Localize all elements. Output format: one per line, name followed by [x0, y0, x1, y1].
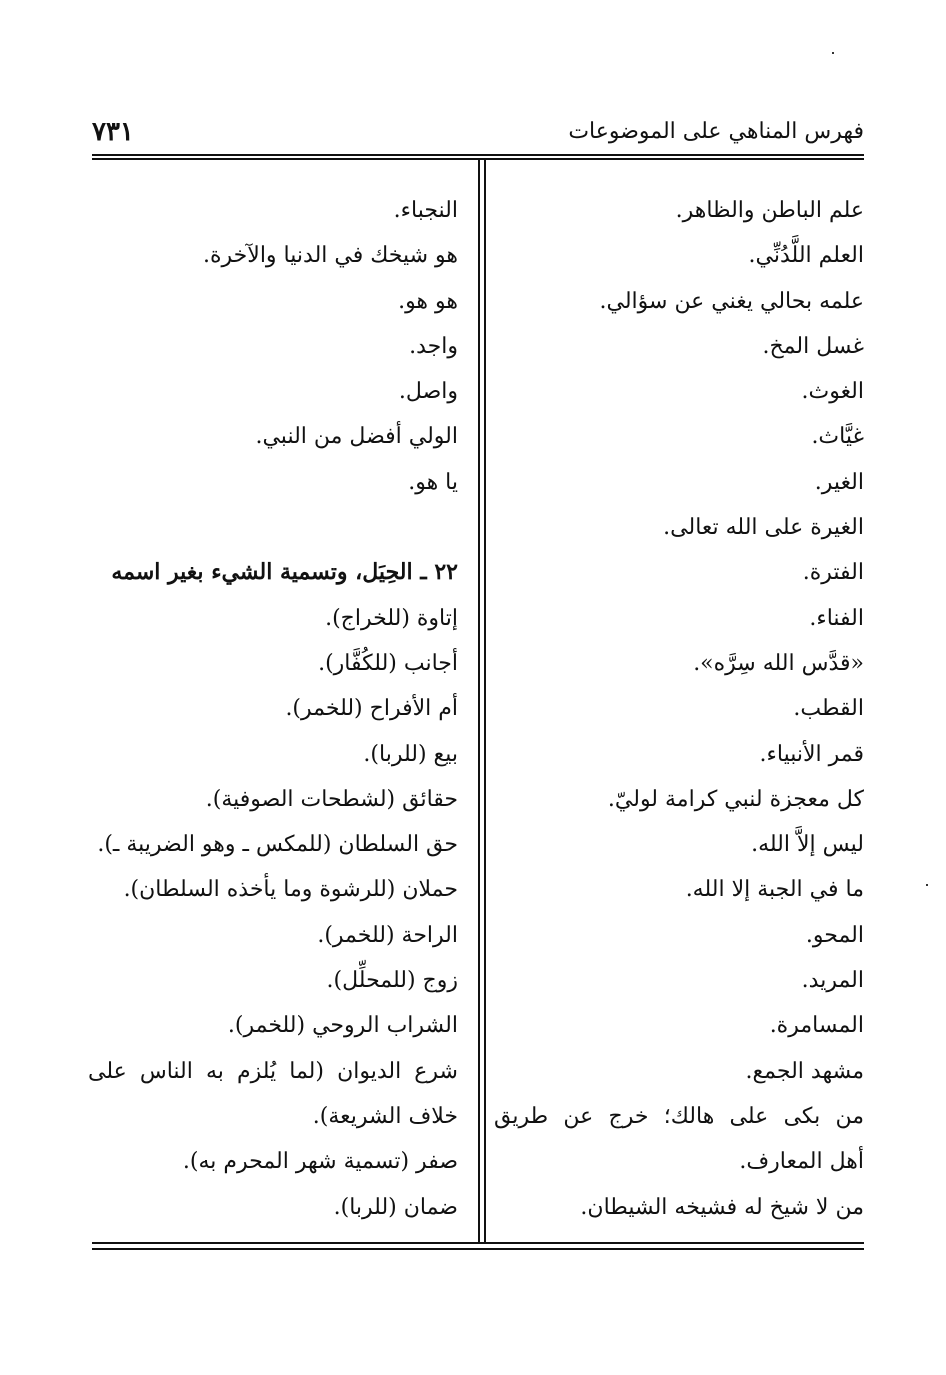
index-entry: العلم اللَّدُنِّي.: [748, 243, 864, 269]
index-entry: المريد.: [801, 968, 864, 994]
index-entry: هو هو.: [398, 288, 458, 314]
index-entry: الفناء.: [809, 605, 864, 631]
footer-rule-lower: [92, 1248, 864, 1250]
index-entry: الغيرة على الله تعالى.: [663, 515, 864, 541]
section-heading: ٢٢ ـ الحِيَل، وتسمية الشيء بغير اسمه: [111, 559, 458, 586]
running-title: فهرس المناهي على الموضوعات: [568, 119, 864, 144]
index-entry: إتاوة (للخراج).: [325, 605, 458, 631]
index-entry: أم الأفراح (للخمر).: [285, 696, 458, 722]
index-entry: ضمان (للربا).: [333, 1194, 458, 1220]
index-entry: حملان (للرشوة وما يأخذه السلطان).: [123, 877, 458, 903]
index-entry: علمه بحالي يغني عن سؤالي.: [599, 288, 864, 314]
index-entry: ما في الجبة إلا الله.: [685, 877, 864, 903]
index-entry: واجد.: [409, 333, 458, 359]
index-entry: حقائق (لشطحات الصوفية).: [205, 786, 458, 812]
column-divider-right: [484, 160, 486, 1242]
index-entry: شرع الديوان (لما يُلزم به الناس على: [88, 1058, 458, 1084]
left-column: [88, 188, 458, 1230]
index-entry: بيع (للربا).: [363, 741, 458, 767]
scan-speck: [832, 52, 834, 54]
index-entry: الغوث.: [801, 379, 864, 405]
header-rule-upper: [92, 154, 864, 156]
page-number: ٧٣١: [92, 117, 134, 147]
index-entry: الولي أفضل من النبي.: [255, 424, 458, 450]
index-entry: من بكى على هالك؛ خرج عن طريق: [494, 1103, 864, 1129]
index-entry: صفر (تسمية شهر المحرم به).: [182, 1149, 458, 1175]
index-entry: الفترة.: [802, 560, 864, 586]
index-entry: الغير.: [814, 469, 864, 495]
index-entry: المحو.: [805, 922, 864, 948]
index-entry: ليس إلاَّ الله.: [751, 832, 864, 858]
index-entry: علم الباطن والظاهر.: [675, 198, 864, 223]
index-entry: مشهد الجمع.: [745, 1058, 864, 1084]
index-entry: قمر الأنبياء.: [759, 741, 864, 767]
index-entry: واصل.: [398, 379, 458, 405]
index-entry: غسل المخ.: [762, 333, 864, 359]
column-divider-left: [478, 160, 480, 1242]
index-entry: خلاف الشريعة).: [312, 1103, 458, 1129]
index-entry: الراحة (للخمر).: [317, 922, 458, 948]
index-entry: النجباء.: [393, 198, 458, 223]
index-entry: «قدَّس الله سِرَّه».: [693, 650, 864, 676]
index-entry: حق السلطان (للمكس ـ وهو الضريبة ـ).: [97, 832, 458, 858]
index-entry: أجانب (للكُفَّار).: [318, 650, 458, 676]
index-entry: من لا شيخ له فشيخه الشيطان.: [580, 1194, 864, 1220]
index-entry: القطب.: [793, 696, 864, 722]
index-entry: هو شيخك في الدنيا والآخرة.: [203, 243, 458, 269]
blank-line: [88, 505, 458, 550]
scan-speck: [926, 884, 928, 886]
index-entry: يا هو.: [408, 469, 458, 495]
index-entry: غيَّاث.: [811, 424, 864, 450]
page-header: [92, 112, 864, 152]
index-entry: الشراب الروحي (للخمر).: [227, 1013, 458, 1039]
index-entry: المسامرة.: [769, 1013, 864, 1039]
index-entry: أهل المعارف.: [739, 1149, 864, 1175]
index-entry: زوج (للمحلِّل).: [326, 968, 458, 994]
right-column: [494, 188, 864, 1230]
footer-rule-upper: [92, 1242, 864, 1244]
index-entry: كل معجزة لنبي كرامة لوليّ.: [607, 786, 864, 812]
